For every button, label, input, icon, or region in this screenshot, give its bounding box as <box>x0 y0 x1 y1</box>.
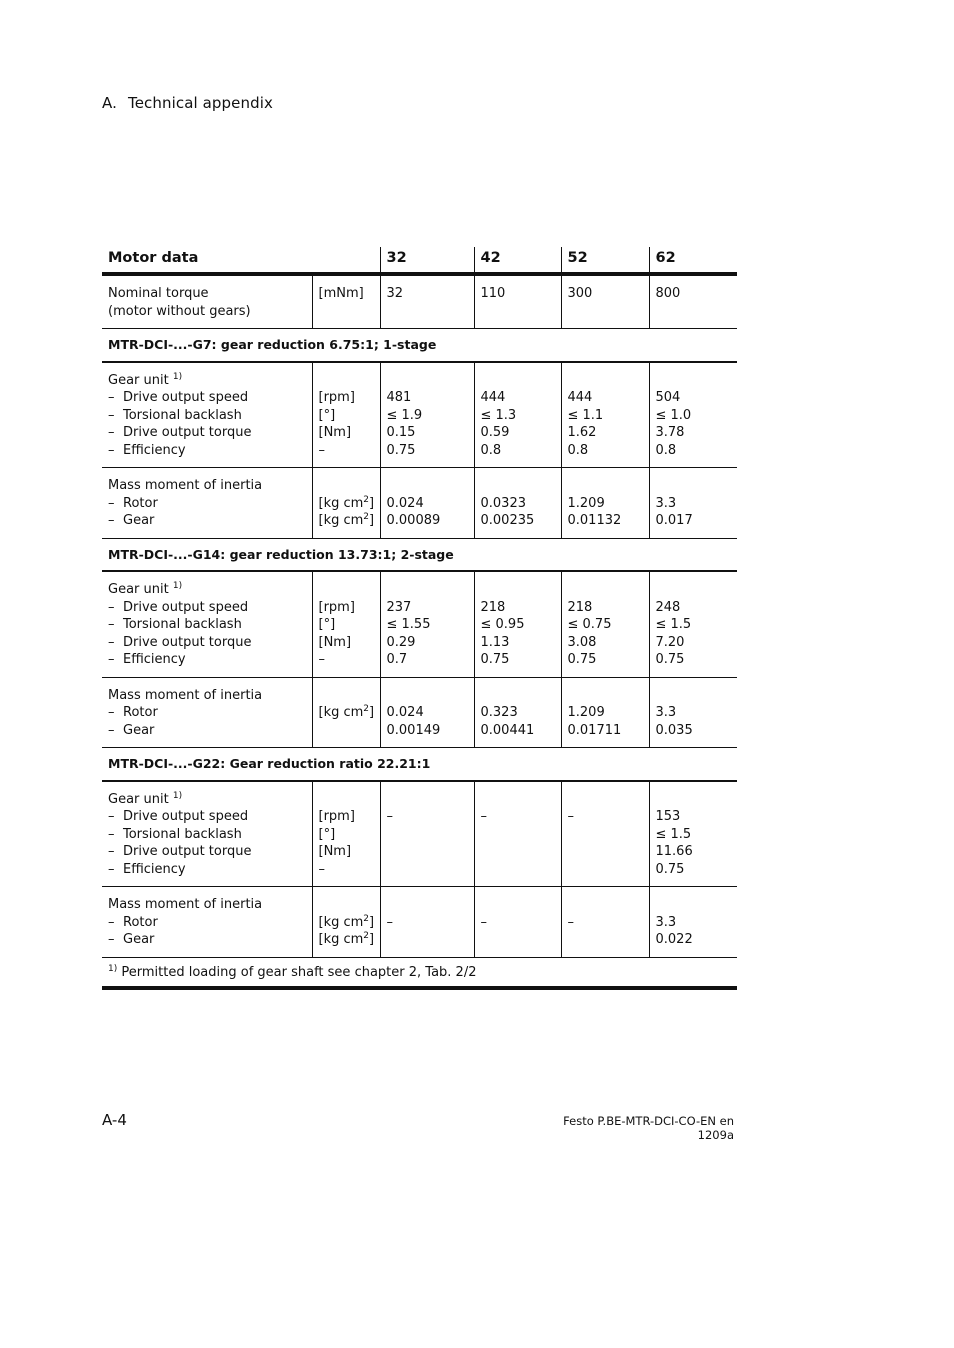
unit-exponent: 2 <box>363 494 370 505</box>
gear-parameter <box>108 389 306 407</box>
value: ≤ 1.3 <box>480 407 517 423</box>
mass-inertia-row <box>102 677 737 748</box>
gear-parameter-label: Drive output torque <box>123 425 252 440</box>
mass-inertia-value-cell <box>561 887 649 958</box>
value: 1.13 <box>480 634 510 650</box>
dash-bullet: – <box>108 722 115 738</box>
spacer <box>319 791 374 809</box>
gear-parameter <box>108 442 306 460</box>
unit-label: [°] <box>318 407 336 423</box>
value: 0.00441 <box>480 722 535 738</box>
spacer <box>319 372 374 390</box>
mass-inertia-value-cell <box>649 677 737 748</box>
gear-unit-value-cell <box>561 362 649 468</box>
mass-parameter <box>108 931 306 949</box>
mass-inertia-value-cell <box>380 677 474 748</box>
mass-inertia-value-cell <box>474 468 561 539</box>
value: 153 <box>655 809 681 824</box>
section-title: MTR-DCI-...-G14: gear reduction 13.73:1; 2-stage <box>108 546 454 562</box>
spacer <box>481 372 555 390</box>
gear-unit-label: Gear unit <box>108 791 169 807</box>
gear-parameter-label: Torsional backlash <box>123 407 242 423</box>
value: 0.8 <box>567 442 589 458</box>
spacer <box>656 477 732 495</box>
spacer <box>387 791 468 809</box>
value: ≤ 1.9 <box>386 407 423 423</box>
unit-label: – <box>318 861 325 877</box>
dash-bullet: – <box>108 932 115 947</box>
page-number: A-4 <box>102 1111 127 1129</box>
value: 218 <box>567 599 593 615</box>
unit-label: – <box>318 652 325 667</box>
mass-inertia-row <box>102 468 737 539</box>
section-title: MTR-DCI-...-G22: Gear reduction ratio 22.21:1 <box>108 756 431 771</box>
unit-close: ] <box>369 932 375 947</box>
nominal-torque-unit: [mNm] <box>312 274 380 329</box>
value: 248 <box>655 599 681 615</box>
spacer <box>656 896 732 914</box>
value: 0.75 <box>567 652 597 667</box>
gear-parameter <box>108 424 306 442</box>
gear-unit-value-cell <box>561 781 649 887</box>
spacer <box>387 581 468 599</box>
unit-label: [Nm] <box>318 425 352 440</box>
unit-close: ] <box>369 914 375 930</box>
gear-unit-label: Gear unit <box>108 582 169 597</box>
gear-unit-value-cell <box>474 362 561 468</box>
spacer <box>319 687 374 705</box>
gear-parameter-label: Efficiency <box>123 861 186 877</box>
value: – <box>480 914 487 930</box>
gear-unit-label-cell <box>102 571 312 677</box>
unit-label: [rpm] <box>318 390 355 405</box>
spacer <box>656 791 732 809</box>
spacer <box>319 896 374 914</box>
value: 0.017 <box>655 513 693 528</box>
dash-bullet: – <box>108 425 115 440</box>
gear-unit-value-cell <box>380 571 474 677</box>
unit-label <box>319 914 374 932</box>
nominal-torque-value: 800 <box>649 274 737 329</box>
value: 0.29 <box>386 634 416 650</box>
gear-unit-row <box>102 362 737 468</box>
mass-inertia-units <box>312 887 380 958</box>
unit-label <box>319 495 374 513</box>
header-col-42: 42 <box>474 247 561 274</box>
dash-bullet: – <box>108 513 115 528</box>
unit-label: [rpm] <box>318 809 355 824</box>
gear-parameter <box>108 616 306 634</box>
gear-parameter-label: Drive output torque <box>123 844 252 859</box>
mass-parameter <box>108 495 306 513</box>
gear-parameter-label: Drive output speed <box>123 599 249 615</box>
gear-parameter-label: Torsional backlash <box>123 826 242 842</box>
value: 1.209 <box>567 495 605 511</box>
spacer <box>481 896 555 914</box>
mass-inertia-units <box>312 468 380 539</box>
table-body <box>102 247 737 988</box>
footnote-mark: 1) <box>108 963 118 974</box>
value: 0.7 <box>386 652 408 667</box>
value: 0.01711 <box>567 722 622 738</box>
footnote <box>102 957 737 988</box>
value: 0.022 <box>655 932 693 947</box>
unit-exponent: 2 <box>363 931 370 941</box>
nominal-torque-label <box>102 274 312 329</box>
value: 0.01132 <box>567 513 622 528</box>
value: – <box>567 914 574 930</box>
spacer <box>319 581 374 599</box>
value: 0.035 <box>655 722 693 738</box>
spacer <box>568 477 643 495</box>
section-title-row <box>102 538 737 571</box>
value: 444 <box>567 390 593 405</box>
spacer <box>319 477 374 495</box>
spacer <box>656 581 732 599</box>
value: 3.78 <box>655 425 685 440</box>
value: – <box>567 809 574 824</box>
value: 481 <box>386 390 412 405</box>
dash-bullet: – <box>108 617 115 632</box>
spacer <box>481 581 555 599</box>
value: 0.75 <box>655 861 685 877</box>
page-header <box>102 94 273 112</box>
spacer <box>656 372 732 390</box>
mass-parameter-label: Rotor <box>123 914 158 930</box>
dash-bullet: – <box>108 634 115 650</box>
gear-unit-value-cell <box>649 571 737 677</box>
value: 504 <box>655 390 681 405</box>
gear-unit-label-cell <box>102 362 312 468</box>
gear-parameter <box>108 651 306 669</box>
value: 0.15 <box>386 425 416 440</box>
unit-label: – <box>318 442 325 458</box>
dash-bullet: – <box>108 809 115 824</box>
value: 3.3 <box>655 705 677 720</box>
value: 0.024 <box>386 495 424 511</box>
mass-parameter-label: Rotor <box>123 705 158 720</box>
mass-parameter <box>108 704 306 722</box>
unit-label <box>319 512 374 530</box>
nominal-torque-value: 32 <box>380 274 474 329</box>
value: 0.00235 <box>480 513 535 528</box>
gear-parameter-label: Drive output torque <box>123 634 252 650</box>
gear-unit-title <box>108 791 306 809</box>
dash-bullet: – <box>108 599 115 615</box>
table-header-row <box>102 247 737 274</box>
nominal-torque-value: 300 <box>561 274 649 329</box>
spacer <box>481 687 555 705</box>
gear-unit-units <box>312 362 380 468</box>
footnote-ref: 1) <box>172 581 183 591</box>
gear-parameter <box>108 634 306 652</box>
unit-base: [kg cm <box>318 914 364 930</box>
value: ≤ 1.0 <box>655 407 692 423</box>
value: ≤ 1.1 <box>567 407 604 423</box>
spacer <box>387 896 468 914</box>
value: ≤ 1.55 <box>386 617 431 632</box>
mass-inertia-row <box>102 887 737 958</box>
dash-bullet: – <box>108 705 115 720</box>
value: ≤ 1.5 <box>655 826 692 842</box>
spacer <box>656 687 732 705</box>
gear-parameter-label: Drive output speed <box>123 390 249 405</box>
unit-label: [°] <box>318 617 336 632</box>
value: 0.75 <box>655 652 685 667</box>
mass-inertia-label: Mass moment of inertia <box>108 478 263 493</box>
dash-bullet: – <box>108 407 115 423</box>
unit-base: [kg cm <box>318 513 364 528</box>
gear-parameter <box>108 861 306 879</box>
spacer <box>387 477 468 495</box>
gear-unit-row <box>102 781 737 887</box>
gear-unit-label: Gear unit <box>108 372 169 388</box>
mass-parameter-label: Gear <box>123 932 155 947</box>
dash-bullet: – <box>108 861 115 877</box>
gear-parameter <box>108 407 306 425</box>
nominal-torque-row <box>102 274 737 329</box>
unit-close: ] <box>369 513 375 528</box>
mass-inertia-value-cell <box>649 887 737 958</box>
value: 0.75 <box>480 652 510 667</box>
spacer <box>481 791 555 809</box>
nominal-torque-line: (motor without gears) <box>108 303 251 319</box>
value: 0.024 <box>386 705 424 720</box>
gear-parameter-label: Torsional backlash <box>123 617 242 632</box>
mass-inertia-label: Mass moment of inertia <box>108 687 263 703</box>
unit-label: [rpm] <box>318 599 355 615</box>
value: 3.08 <box>567 634 597 650</box>
value: 7.20 <box>655 634 685 650</box>
dash-bullet: – <box>108 826 115 842</box>
footnote-ref: 1) <box>172 790 183 801</box>
mass-parameter <box>108 722 306 740</box>
mass-parameter <box>108 512 306 530</box>
dash-bullet: – <box>108 495 115 511</box>
gear-parameter <box>108 826 306 844</box>
unit-label <box>319 704 374 722</box>
section-title-row <box>102 748 737 781</box>
gear-unit-value-cell <box>474 571 561 677</box>
value: 3.3 <box>655 495 677 511</box>
value: ≤ 0.75 <box>567 617 612 632</box>
value: 11.66 <box>655 844 693 859</box>
value: 0.59 <box>480 425 510 440</box>
header-col-52: 52 <box>561 247 649 274</box>
value: ≤ 0.95 <box>480 617 525 632</box>
mass-inertia-label-cell <box>102 677 312 748</box>
value: 237 <box>386 599 412 615</box>
footnote-text: Permitted loading of gear shaft see chapter 2, Tab. 2/2 <box>121 964 477 980</box>
gear-unit-row <box>102 571 737 677</box>
unit-exponent: 2 <box>363 512 370 522</box>
value: 1.209 <box>567 705 605 720</box>
gear-unit-value-cell <box>380 781 474 887</box>
mass-inertia-value-cell <box>561 677 649 748</box>
value: 0.75 <box>386 442 416 458</box>
unit-label: [°] <box>318 826 336 842</box>
unit-label: [Nm] <box>318 634 352 650</box>
mass-inertia-value-cell <box>561 468 649 539</box>
unit-base: [kg cm <box>318 495 364 511</box>
gear-unit-title <box>108 581 306 599</box>
value: 0.8 <box>655 442 677 458</box>
dash-bullet: – <box>108 442 115 458</box>
mass-inertia-value-cell <box>474 677 561 748</box>
spacer <box>568 896 643 914</box>
spacer <box>568 687 643 705</box>
gear-unit-units <box>312 571 380 677</box>
unit-exponent: 2 <box>363 913 370 924</box>
mass-inertia-value-cell <box>474 887 561 958</box>
gear-unit-value-cell <box>380 362 474 468</box>
footnote-row <box>102 957 737 988</box>
unit-exponent: 2 <box>363 704 370 714</box>
gear-parameter <box>108 808 306 826</box>
mass-parameter-label: Rotor <box>123 495 158 511</box>
value: – <box>386 914 393 930</box>
header-col-62: 62 <box>649 247 737 274</box>
value: 444 <box>480 390 506 405</box>
header-col-32: 32 <box>380 247 474 274</box>
mass-inertia-value-cell <box>380 468 474 539</box>
value: 0.323 <box>480 705 518 720</box>
footnote-ref: 1) <box>172 371 183 382</box>
gear-unit-units <box>312 781 380 887</box>
gear-unit-value-cell <box>474 781 561 887</box>
unit-label: [Nm] <box>318 844 352 859</box>
mass-parameter <box>108 914 306 932</box>
unit-base: [kg cm <box>318 705 364 720</box>
value: – <box>480 809 487 824</box>
mass-inertia-label-cell <box>102 468 312 539</box>
chapter-number: A. <box>102 94 117 112</box>
nominal-torque-line: Nominal torque <box>108 286 209 301</box>
unit-base: [kg cm <box>318 932 364 947</box>
dash-bullet: – <box>108 914 115 930</box>
mass-parameter-label: Gear <box>123 513 155 528</box>
value: 3.3 <box>655 914 677 930</box>
gear-parameter <box>108 599 306 617</box>
gear-parameter-label: Efficiency <box>123 442 186 458</box>
spacer <box>568 791 643 809</box>
spacer <box>568 372 643 390</box>
spacer <box>387 687 468 705</box>
spacer <box>481 477 555 495</box>
value: 0.0323 <box>480 495 526 511</box>
value: 0.00149 <box>386 722 441 738</box>
mass-inertia-label: Mass moment of inertia <box>108 897 263 912</box>
gear-unit-label-cell <box>102 781 312 887</box>
mass-inertia-value-cell <box>649 468 737 539</box>
motor-data-table <box>102 247 737 990</box>
value: 1.62 <box>567 425 597 440</box>
value: – <box>386 809 393 824</box>
mass-inertia-value-cell <box>380 887 474 958</box>
unit-close: ] <box>369 495 375 511</box>
mass-parameter-label: Gear <box>123 722 155 738</box>
document-id: Festo P.BE-MTR-DCI-CO-EN en 1209a <box>563 1114 734 1142</box>
value: 0.8 <box>480 442 502 458</box>
spacer <box>387 372 468 390</box>
mass-inertia-units <box>312 677 380 748</box>
dash-bullet: – <box>108 390 115 405</box>
gear-parameter <box>108 843 306 861</box>
gear-parameter-label: Drive output speed <box>123 809 249 824</box>
value: ≤ 1.5 <box>655 617 692 632</box>
mass-inertia-label-cell <box>102 887 312 958</box>
section-title: MTR-DCI-...-G7: gear reduction 6.75:1; 1-stage <box>108 337 437 352</box>
chapter-title: Technical appendix <box>128 94 273 112</box>
value: 218 <box>480 599 506 615</box>
unit-label <box>319 931 374 949</box>
dash-bullet: – <box>108 844 115 859</box>
gear-parameter-label: Efficiency <box>123 652 186 667</box>
unit-close: ] <box>369 705 375 720</box>
nominal-torque-value: 110 <box>474 274 561 329</box>
gear-unit-value-cell <box>649 362 737 468</box>
section-title-row <box>102 329 737 362</box>
gear-unit-value-cell <box>649 781 737 887</box>
value: 0.00089 <box>386 513 441 528</box>
gear-unit-title <box>108 372 306 390</box>
spacer <box>568 581 643 599</box>
dash-bullet: – <box>108 652 115 667</box>
gear-unit-value-cell <box>561 571 649 677</box>
header-label: Motor data <box>108 250 199 266</box>
